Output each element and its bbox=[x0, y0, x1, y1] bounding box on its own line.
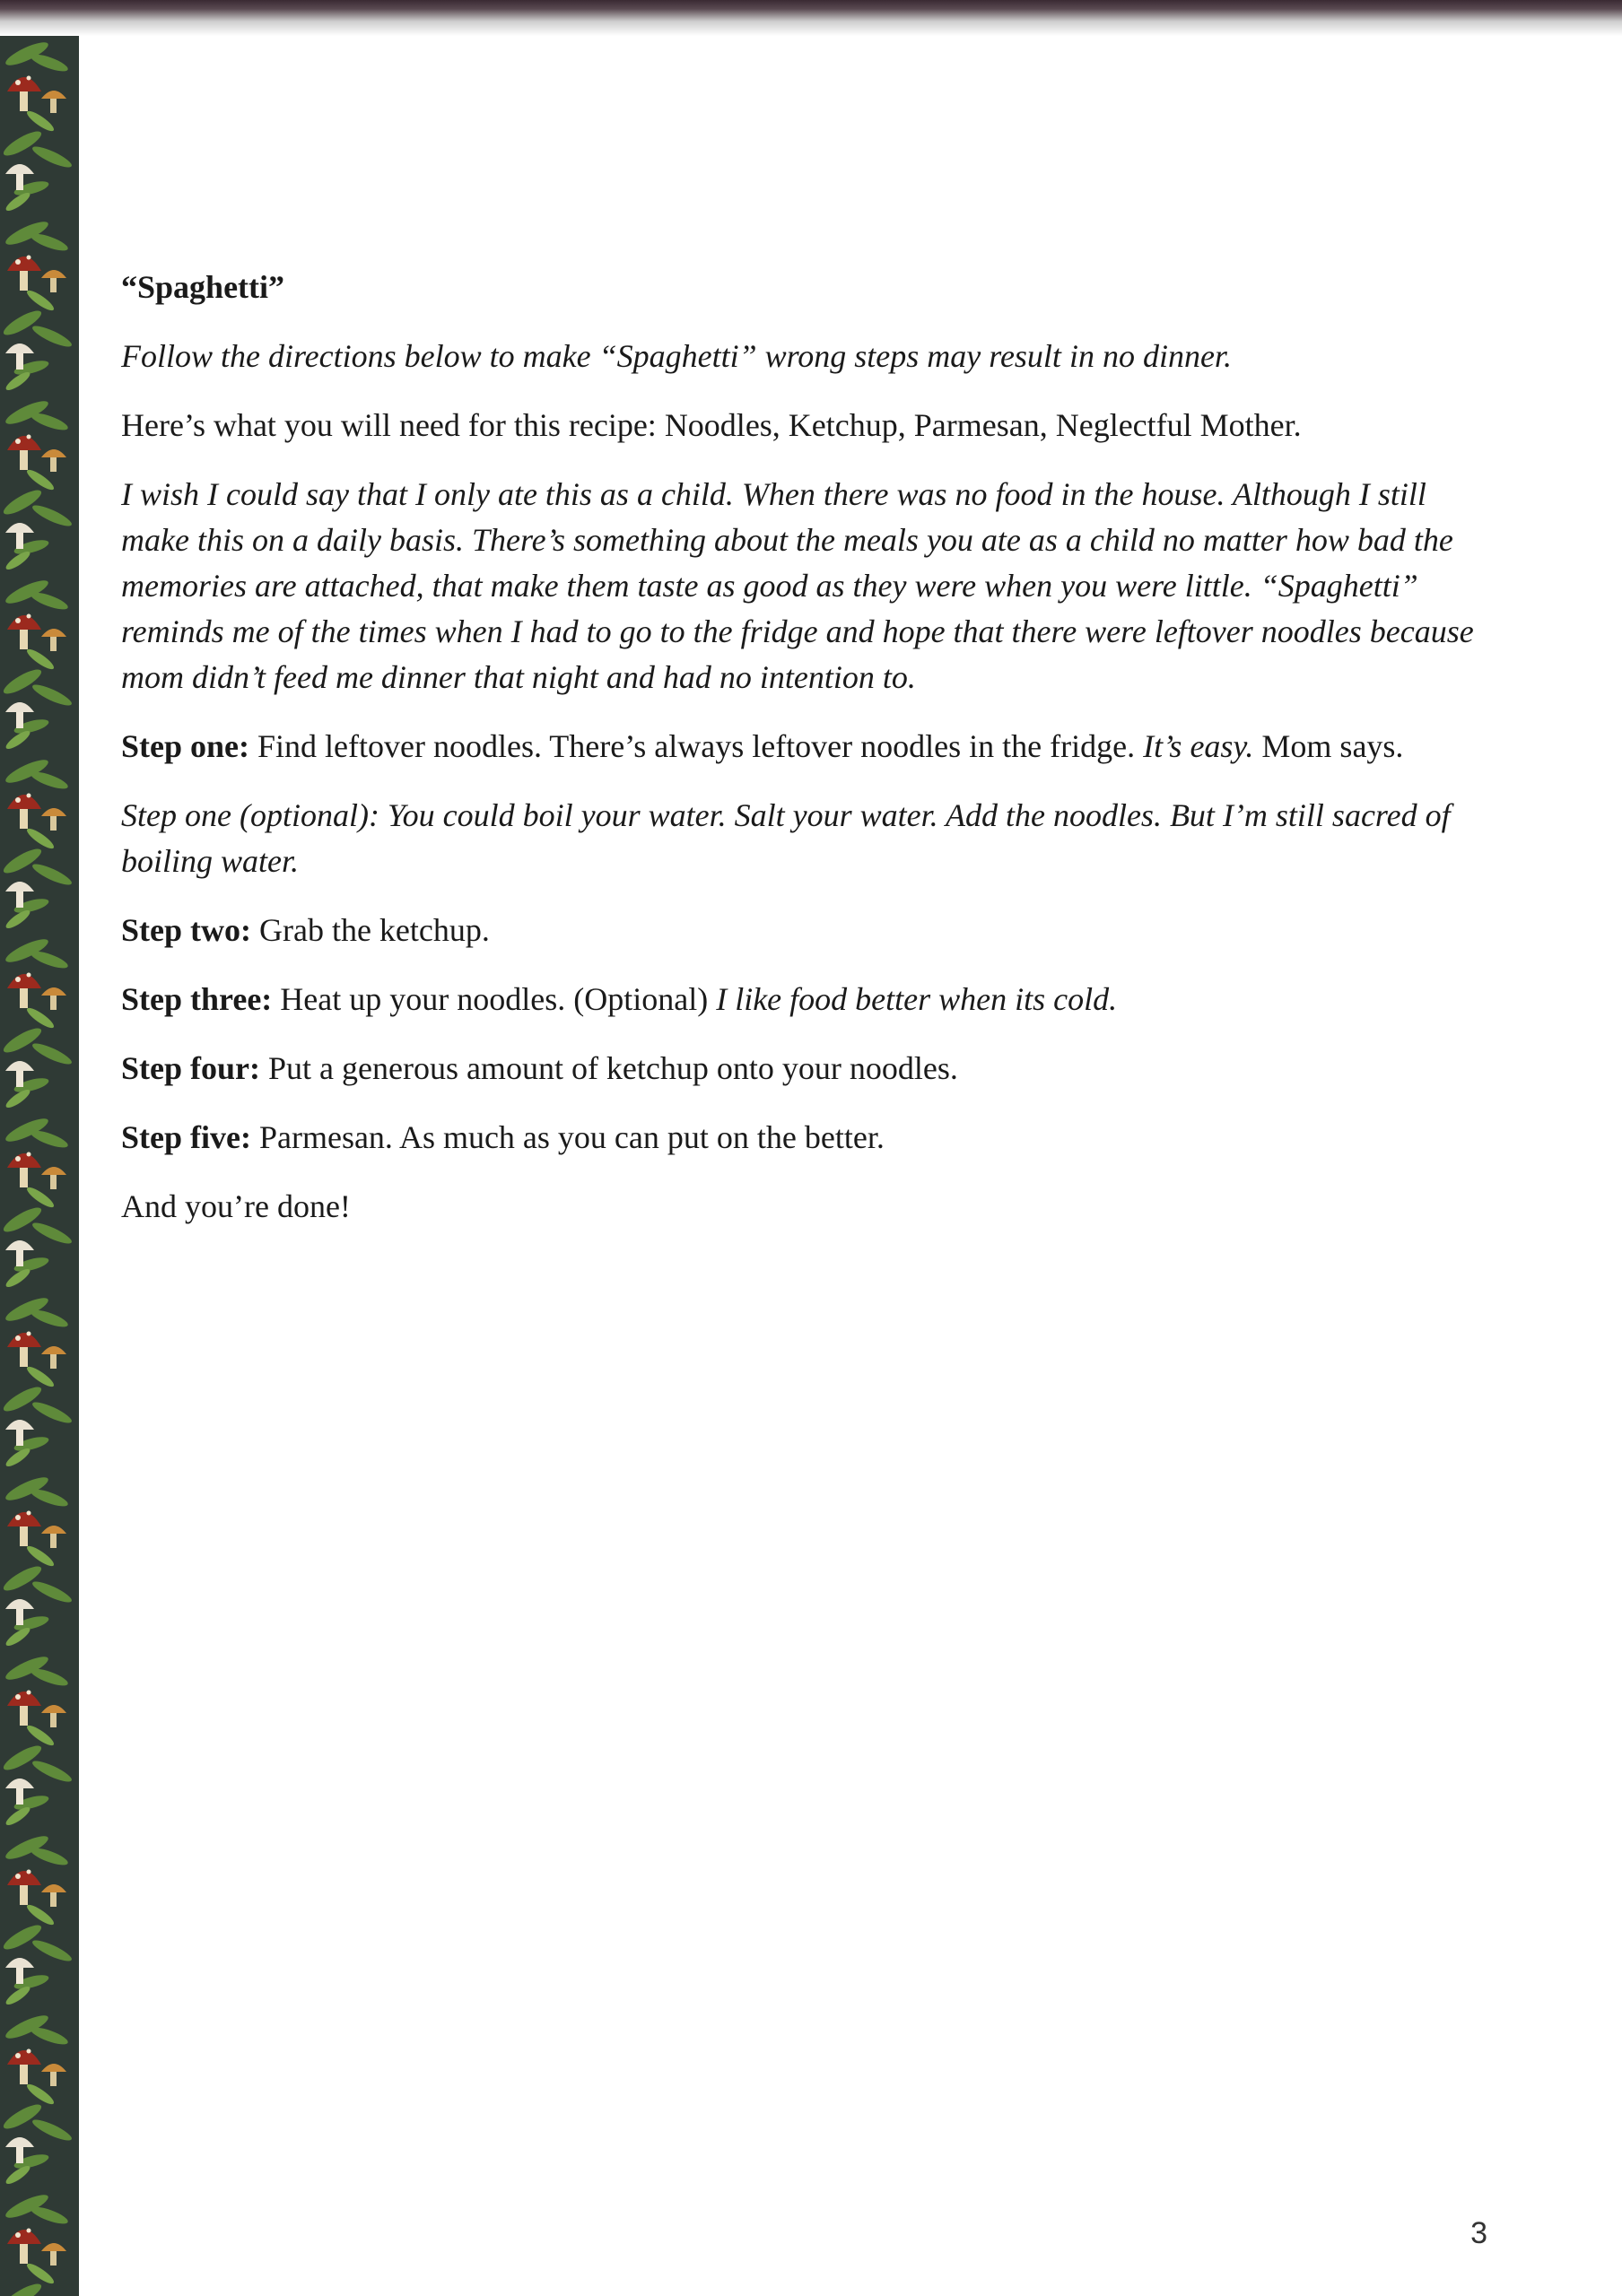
step-four-text: Put a generous amount of ketchup onto your noodles. bbox=[260, 1050, 958, 1086]
page-number: 3 bbox=[1470, 2216, 1487, 2250]
step-three-label: Step three: bbox=[121, 981, 273, 1017]
step-two-label: Step two: bbox=[121, 912, 251, 948]
step-two bbox=[121, 908, 1485, 953]
step-four bbox=[121, 1046, 1485, 1091]
step-two-text: Grab the ketchup. bbox=[250, 912, 490, 948]
reflection-paragraph: I wish I could say that I only ate this as a child. When there was no food in the house. Although I still make this on a daily basis. There’s something about the meals you ate as a child no matter how bad the memories are attached, that make them taste as good as they were when you were little. “Spaghetti” reminds me of the times when I had to go to the fridge and hope that there were leftover noodles because mom didn’t feed me dinner that night and had no intention to. bbox=[121, 476, 1474, 695]
step-five-text: Parmesan. As much as you can put on the better. bbox=[250, 1119, 885, 1155]
ingredients-line: Here’s what you will need for this recipe: Noodles, Ketchup, Parmesan, Neglectful Mother. bbox=[121, 407, 1302, 443]
recipe-intro: Follow the directions below to make “Spaghetti” wrong steps may result in no dinner. bbox=[121, 338, 1232, 374]
scan-top-edge bbox=[0, 0, 1622, 36]
mushroom-fern-border bbox=[0, 36, 79, 2296]
step-one bbox=[121, 724, 1485, 770]
step-four-label: Step four: bbox=[121, 1050, 260, 1086]
recipe-text bbox=[121, 265, 1485, 1253]
decorative-border bbox=[0, 36, 79, 2296]
step-five-label: Step five: bbox=[121, 1119, 251, 1155]
step-three-italic: I like food better when its cold. bbox=[716, 981, 1118, 1017]
recipe-title: “Spaghetti” bbox=[121, 269, 285, 305]
step-three bbox=[121, 977, 1485, 1022]
step-three-text: Heat up your noodles. (Optional) bbox=[272, 981, 717, 1017]
step-one-text: Find leftover noodles. There’s always leftover noodles in the fridge. bbox=[249, 728, 1144, 764]
step-five bbox=[121, 1115, 1485, 1161]
step-one-italic: It’s easy. bbox=[1143, 728, 1254, 764]
step-one-tail: Mom says. bbox=[1253, 728, 1404, 764]
step-one-optional: Step one (optional): You could boil your water. Salt your water. Add the noodles. But I’m still sacred of boiling water. bbox=[121, 797, 1451, 879]
closing-line: And you’re done! bbox=[121, 1188, 351, 1224]
step-one-label: Step one: bbox=[121, 728, 249, 764]
